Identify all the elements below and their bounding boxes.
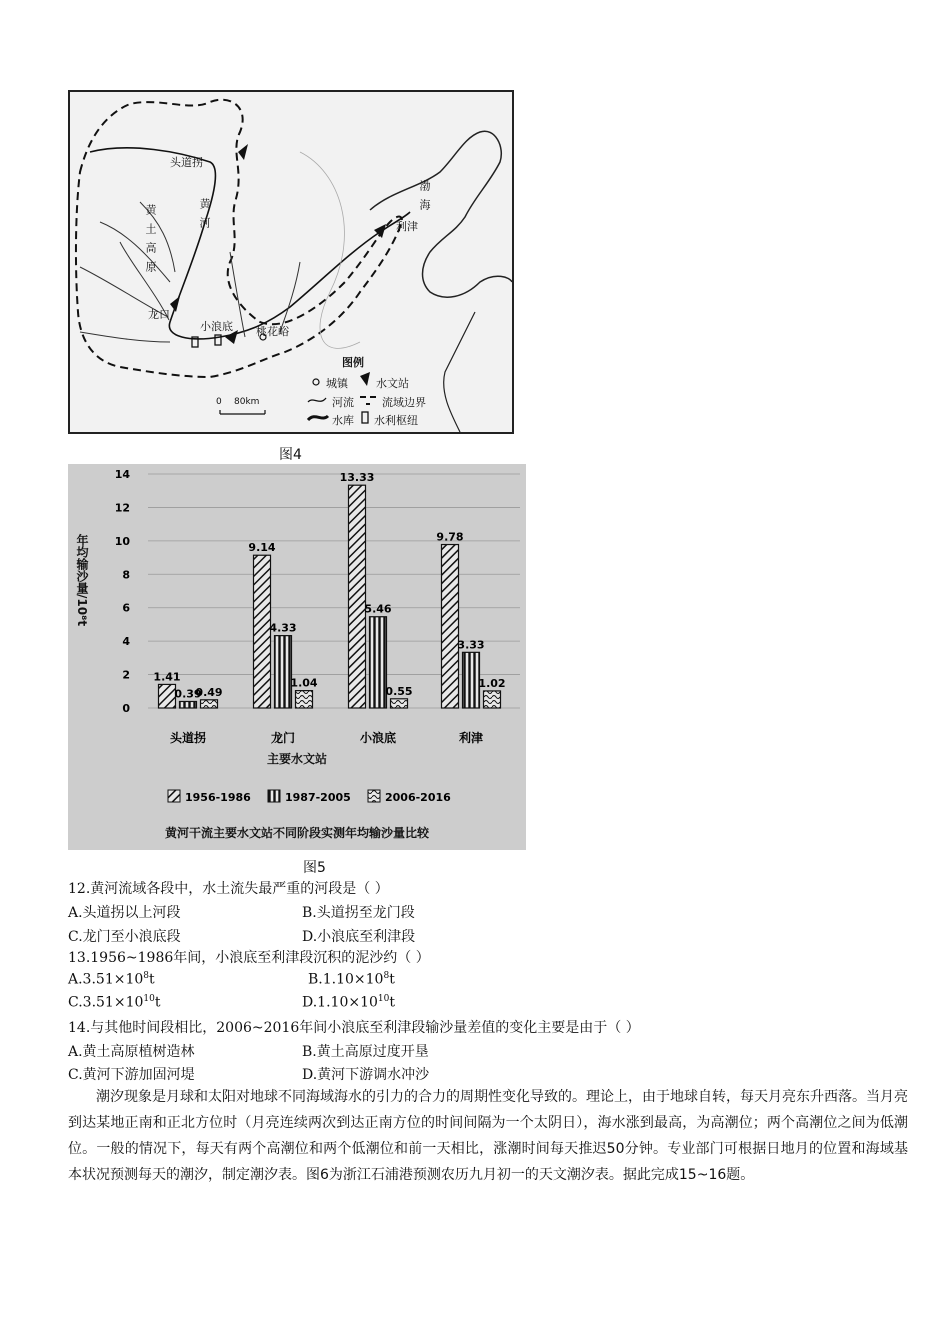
question-12-option-c: C.龙门至小浪底段 bbox=[68, 929, 181, 945]
question-14-option-c: C.黄河下游加固河堤 bbox=[68, 1067, 195, 1083]
legend-boundary: 流域边界 bbox=[382, 396, 426, 409]
station-lijin-icon bbox=[374, 224, 386, 238]
y-tick-label: 2 bbox=[122, 668, 130, 682]
station-toudaoguai-icon bbox=[238, 144, 248, 160]
q13-a-exp: 8 bbox=[143, 971, 150, 981]
coastline bbox=[370, 131, 512, 297]
legend-title: 图例 bbox=[342, 356, 364, 369]
bar bbox=[370, 617, 387, 708]
chart-x-axis-label: 主要水文站 bbox=[266, 752, 327, 766]
bar-value-label: 4.33 bbox=[269, 621, 297, 635]
x-category-label: 小浪底 bbox=[359, 731, 397, 745]
question-12-option-d: D.小浪底至利津段 bbox=[302, 929, 416, 945]
q13-d-base: D.1.10×10 bbox=[302, 994, 378, 1011]
bar bbox=[254, 555, 271, 708]
label-longmen: 龙口 bbox=[148, 308, 170, 321]
yellow-river-basin-map bbox=[68, 90, 514, 434]
q13-a-unit: t bbox=[149, 971, 155, 988]
question-12-option-b: B.头道拐至龙门段 bbox=[302, 905, 415, 921]
figure4-caption: 图4 bbox=[279, 447, 302, 463]
bar bbox=[201, 700, 218, 708]
bar-value-label: 0.49 bbox=[195, 685, 223, 699]
x-category-label: 头道拐 bbox=[169, 731, 207, 745]
legend-reservoir: 水库 bbox=[332, 414, 354, 427]
question-12-stem: 12.黄河流域各段中，水土流失最严重的河段是（ ） bbox=[68, 881, 389, 897]
chart-title: 黄河干流主要水文站不同阶段实测年均输沙量比较 bbox=[164, 826, 429, 840]
bar bbox=[463, 652, 480, 708]
bar bbox=[484, 691, 501, 708]
legend-hub: 水利枢纽 bbox=[374, 414, 418, 427]
legend-label: 1956-1986 bbox=[185, 791, 251, 804]
x-category-label: 龙门 bbox=[270, 731, 296, 745]
question-13-option-d bbox=[302, 994, 395, 1011]
q13-c-exp: 10 bbox=[143, 994, 155, 1004]
bar bbox=[349, 485, 366, 708]
question-13-option-a bbox=[68, 971, 155, 988]
bar-value-label: 0.39 bbox=[174, 687, 202, 701]
bar bbox=[391, 699, 408, 708]
legend-label: 2006-2016 bbox=[385, 791, 451, 804]
label-toudaoguai: 头道拐 bbox=[170, 156, 203, 169]
y-tick-label: 0 bbox=[122, 702, 130, 715]
basin-boundary bbox=[76, 100, 402, 377]
q13-b-unit: t bbox=[389, 971, 395, 988]
figure5-caption: 图5 bbox=[303, 860, 326, 876]
q13-b-base: B.1.10×10 bbox=[308, 971, 384, 988]
label-bohai: 渤海 bbox=[418, 180, 431, 218]
question-14-option-b: B.黄土高原过度开垦 bbox=[302, 1044, 429, 1060]
bar-value-label: 9.14 bbox=[248, 541, 276, 555]
legend-river: 河流 bbox=[332, 396, 354, 409]
y-tick-label: 12 bbox=[114, 501, 130, 515]
question-14-stem: 14.与其他时间段相比，2006~2016年间小浪底至利津段输沙量差值的变化主要是由于（ ） bbox=[68, 1020, 640, 1036]
bar bbox=[296, 691, 313, 708]
legend-swatch bbox=[168, 790, 180, 802]
legend-swatch bbox=[368, 790, 380, 802]
bar-value-label: 1.41 bbox=[153, 670, 181, 684]
x-category-label: 利津 bbox=[458, 731, 484, 745]
yellow-river-main bbox=[90, 148, 410, 339]
question-14-option-a: A.黄土高原植树造林 bbox=[68, 1044, 195, 1060]
scale-zero: 0 bbox=[216, 397, 222, 407]
bar bbox=[442, 545, 459, 708]
bar-value-label: 13.33 bbox=[339, 471, 375, 485]
label-xiaolangdi: 小浪底 bbox=[200, 320, 233, 333]
sediment-bar-chart bbox=[68, 464, 526, 850]
question-14-option-d: D.黄河下游调水冲沙 bbox=[302, 1067, 430, 1083]
map-drawing bbox=[70, 92, 512, 432]
question-13-option-c bbox=[68, 994, 160, 1011]
question-12-option-a: A.头道拐以上河段 bbox=[68, 905, 181, 921]
scale-distance: 80km bbox=[234, 397, 260, 407]
question-13-stem: 13.1956~1986年间，小浪底至利津段沉积的泥沙约（ ） bbox=[68, 950, 430, 966]
legend-swatch bbox=[268, 790, 280, 802]
chart-y-axis-label: 年均输沙量/10⁸t bbox=[75, 534, 89, 627]
q13-a-base: A.3.51×10 bbox=[68, 971, 144, 988]
station-longmen-icon bbox=[170, 296, 180, 312]
label-lijin: 利津 bbox=[396, 220, 418, 233]
q13-b-exp: 8 bbox=[383, 971, 390, 981]
label-taohuayu: 桃花峪 bbox=[256, 325, 289, 338]
bar-value-label: 5.46 bbox=[364, 602, 392, 616]
y-tick-label: 4 bbox=[122, 635, 130, 649]
bar-value-label: 9.78 bbox=[436, 530, 464, 544]
legend-label: 1987-2005 bbox=[285, 791, 351, 804]
bar-value-label: 1.02 bbox=[478, 676, 506, 690]
q13-d-unit: t bbox=[389, 994, 395, 1011]
q13-c-base: C.3.51×10 bbox=[68, 994, 144, 1011]
bar bbox=[159, 684, 176, 708]
legend-station: 水文站 bbox=[376, 377, 409, 390]
label-huangtu: 黄土高原 bbox=[144, 204, 157, 280]
chart-svg bbox=[68, 464, 526, 850]
q13-c-unit: t bbox=[154, 994, 161, 1011]
y-tick-label: 8 bbox=[122, 568, 130, 582]
legend-town: 城镇 bbox=[326, 377, 348, 390]
y-tick-label: 14 bbox=[114, 468, 130, 481]
q13-d-exp: 10 bbox=[377, 994, 390, 1004]
question-13-option-b bbox=[308, 971, 395, 988]
tide-passage: 潮汐现象是月球和太阳对地球不同海域海水的引力的合力的周期性变化导致的。理论上，由于地球自转，每天月亮东升西落。当月亮到达某地正南和正北方位时（月亮连续两次到达正南方位的时间间隔为一个太阴日），海水涨到最高，为高潮位；两个高潮位之间为低潮位。一般的情况下，每天有两个高潮位和两个低潮位和前一天相比，涨潮时间每天推迟50分钟。专业部门可根据日地月的位置和海域基本状况预测每天的潮汐，制定潮汐表。图6为浙江石浦港预测农历九月初一的天文潮汐表。据此完成15~16题。 bbox=[68, 1089, 908, 1183]
bar-value-label: 3.33 bbox=[457, 638, 485, 652]
y-tick-label: 6 bbox=[122, 601, 130, 615]
bar-value-label: 1.04 bbox=[290, 676, 318, 690]
label-huanghe: 黄河 bbox=[198, 198, 211, 236]
y-tick-label: 10 bbox=[114, 534, 130, 548]
bar bbox=[180, 701, 197, 708]
bar-value-label: 0.55 bbox=[385, 684, 413, 698]
bar bbox=[275, 636, 292, 708]
